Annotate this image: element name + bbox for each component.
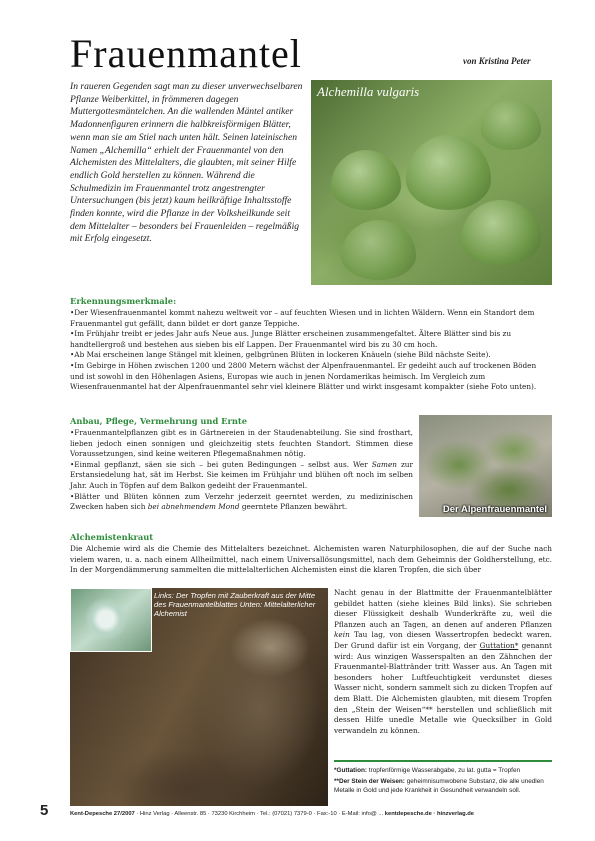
paragraph: •Im Gebirge in Höhen zwischen 1200 und 2800 Metern wächst der Alpenfrauenmantel. Er gedeiht auch auf trockenen Böden und ist sowohl in den Höhenlagen Asiens, Europas wie auch in jenen Nordamerikas heimisch. Im Vergleich zum Wiesenfrauenmantel hat der Alpenfrauenmantel sehr viel kleinere Blätter und wirkt insgesamt kompakter (siehe Foto unten). (70, 360, 537, 392)
page-number: 5 (40, 802, 49, 819)
paragraph: •Im Frühjahr treibt er jedes Jahr aufs Neue aus. Junge Blätter erscheinen zusammengefaltet. Ältere Blätter sind bis zu handtellergroß und bestehen aus sieben bis elf Lappen. Der Frauenmantel wird bis zu 30 cm hoch. (70, 329, 512, 349)
author-byline: von Kristina Peter (463, 56, 531, 66)
alchemist-painting (70, 588, 328, 806)
footnotes (334, 767, 552, 795)
page-title: Frauenmantel (70, 31, 302, 76)
paragraph: •Einmal gepflanzt, säen sie sich – bei guten Bedingungen – selbst aus. Wer Samen zur Erstansiedelung hat, sät im Herbst. Sie keimen im Frühjahr und blühen oft noch im selben Jahr. Auch in Töpfen auf dem Balkon gedeiht der Frauenmantel. (70, 459, 413, 490)
section-alchemy (70, 532, 552, 576)
section-heading: Erkennungsmerkmale: (70, 296, 177, 306)
section-heading: Anbau, Pflege, Vermehrung und Ernte (70, 416, 247, 426)
photo-caption: Links: Der Tropfen mit Zauberkraft aus der Mitte des Frauenmantelblattes Unten: Mittelalterlicher Alchemist (154, 591, 316, 618)
photo-caption: Der Alpenfrauenmantel (442, 504, 547, 515)
footnote: **Der Stein der Weisen: geheimnisumwobene Substanz, die alle unedlen Metalle in Gold und jede Krankheit in Gesundheit verwandeln soll. (334, 778, 544, 794)
divider (334, 760, 552, 762)
paragraph: •Frauenmantelpflanzen gibt es in Gärtnereien in der Staudenabteilung. Sie sind frosthart, lieben jedoch einen sonnigen und gleichzeitig stets feuchten Standort. Stimmen diese Voraussetzungen, sind keine weiteren Pflegemaßnahmen nötig. (70, 428, 413, 459)
dew-drop-photo (70, 588, 152, 652)
paragraph: •Ab Mai erscheinen lange Stängel mit kleinen, gelbgrünen Blüten in lockeren Knäueln (siehe Bild nächste Seite). (70, 350, 491, 360)
photo-caption: Alchemilla vulgaris (317, 84, 420, 99)
section-cultivation (70, 416, 413, 513)
intro-paragraph: In raueren Gegenden sagt man zu dieser unverwechselbaren Pflanze Weiberkittel, in frömmeren dagegen Muttergottesmäntelchen. An die wallenden Mäntel antiker Madonnenfiguren erinnern die halbkreisförmigen Blätter, wenn man sie am Stiel nach unten hält. Seinen lateinischen Namen „Alchemilla“ erhielt der Frauenmantel von den Alchemisten des Mittelalters, die glaubten, mit seiner Hilfe endlich Gold herstellen zu können. Während die Schulmedizin im Frauenmantel trotz angestrengter Untersuchungen (bis jetzt) kaum heilkräftige Inhaltsstoffe finden konnte, wird die Pflanze in der Volksheilkunde seit dem Mittelalter – besonders bei Frauenleiden – regelmäßig mit Erfolg eingesetzt. (70, 81, 303, 245)
section-recognition (70, 296, 552, 393)
lady-mantle-photo (311, 80, 552, 285)
paragraph: Die Alchemie wird als die Chemie des Mittelalters bezeichnet. Alchemisten waren Naturphilosophen, die auf der Suche nach vielem waren, u. a. nach einem Allheilmittel, nach einem Universallösungsmittel, nach dem Geheimnis der Goldherstellung, etc. In der Morgendämmerung sammelten die mittelalterlichen Alchemisten einst die klaren Tropfen, die sich über (70, 544, 552, 575)
paragraph: Nacht genau in der Blattmitte der Frauenmantelblätter gebildet hatten (siehe kleines Bild links). Sie schrieben dieser Flüssigkeit deshalb Wunderkräfte zu, weil die Pflanzen auch an Tagen, an denen auf anderen Pflanzen kein Tau lag, von diesen Wassertropfen bedeckt waren. Der Grund dafür ist ein Vorgang, der Guttation* genannt wird: Aus winzigen Wasserspalten an den Zähnchen der Frauenmantel-Blattränder tritt Wasser aus. An Tagen mit besonders hoher Luftfeuchtigkeit verdunstet dieses Wasser nicht, sondern sammelt sich zu dicken Tropfen auf dem Blatt. Die Alchemisten glaubten, mit diesem Tropfen den „Stein der Weisen“** herstellen und schließlich mit dessen Hilfe unedle Metalle wie Quecksilber in Gold verwandeln zu können. (334, 588, 552, 735)
footnote: *Guttation: tropfenförmige Wasserabgabe, zu lat. gutta = Tropfen (334, 767, 521, 774)
imprint-line: Kent-Depesche 27/2007 · Hinz Verlag · Alleenstr. 85 · 73230 Kirchheim · Tel.: (07021) 7379-0 · Fax:-10 · E-Mail: info@ ... kentdepesche.de · hinzverlag.de (70, 811, 475, 817)
paragraph: •Der Wiesenfrauenmantel kommt nahezu weltweit vor – auf feuchten Wiesen und in lichten Wäldern. Wenn ein Standort dem Frauenmantel gut gefällt, dann bildet er dort ganze Teppiche. (70, 308, 535, 328)
paragraph: •Blätter und Blüten können zum Verzehr jederzeit geerntet werden, zu medizinischen Zwecken haben sich bei abnehmendem Mond geerntete Pflanzen bewährt. (70, 491, 413, 512)
section-heading: Alchemistenkraut (70, 532, 154, 542)
alpine-lady-mantle-photo (419, 415, 552, 517)
